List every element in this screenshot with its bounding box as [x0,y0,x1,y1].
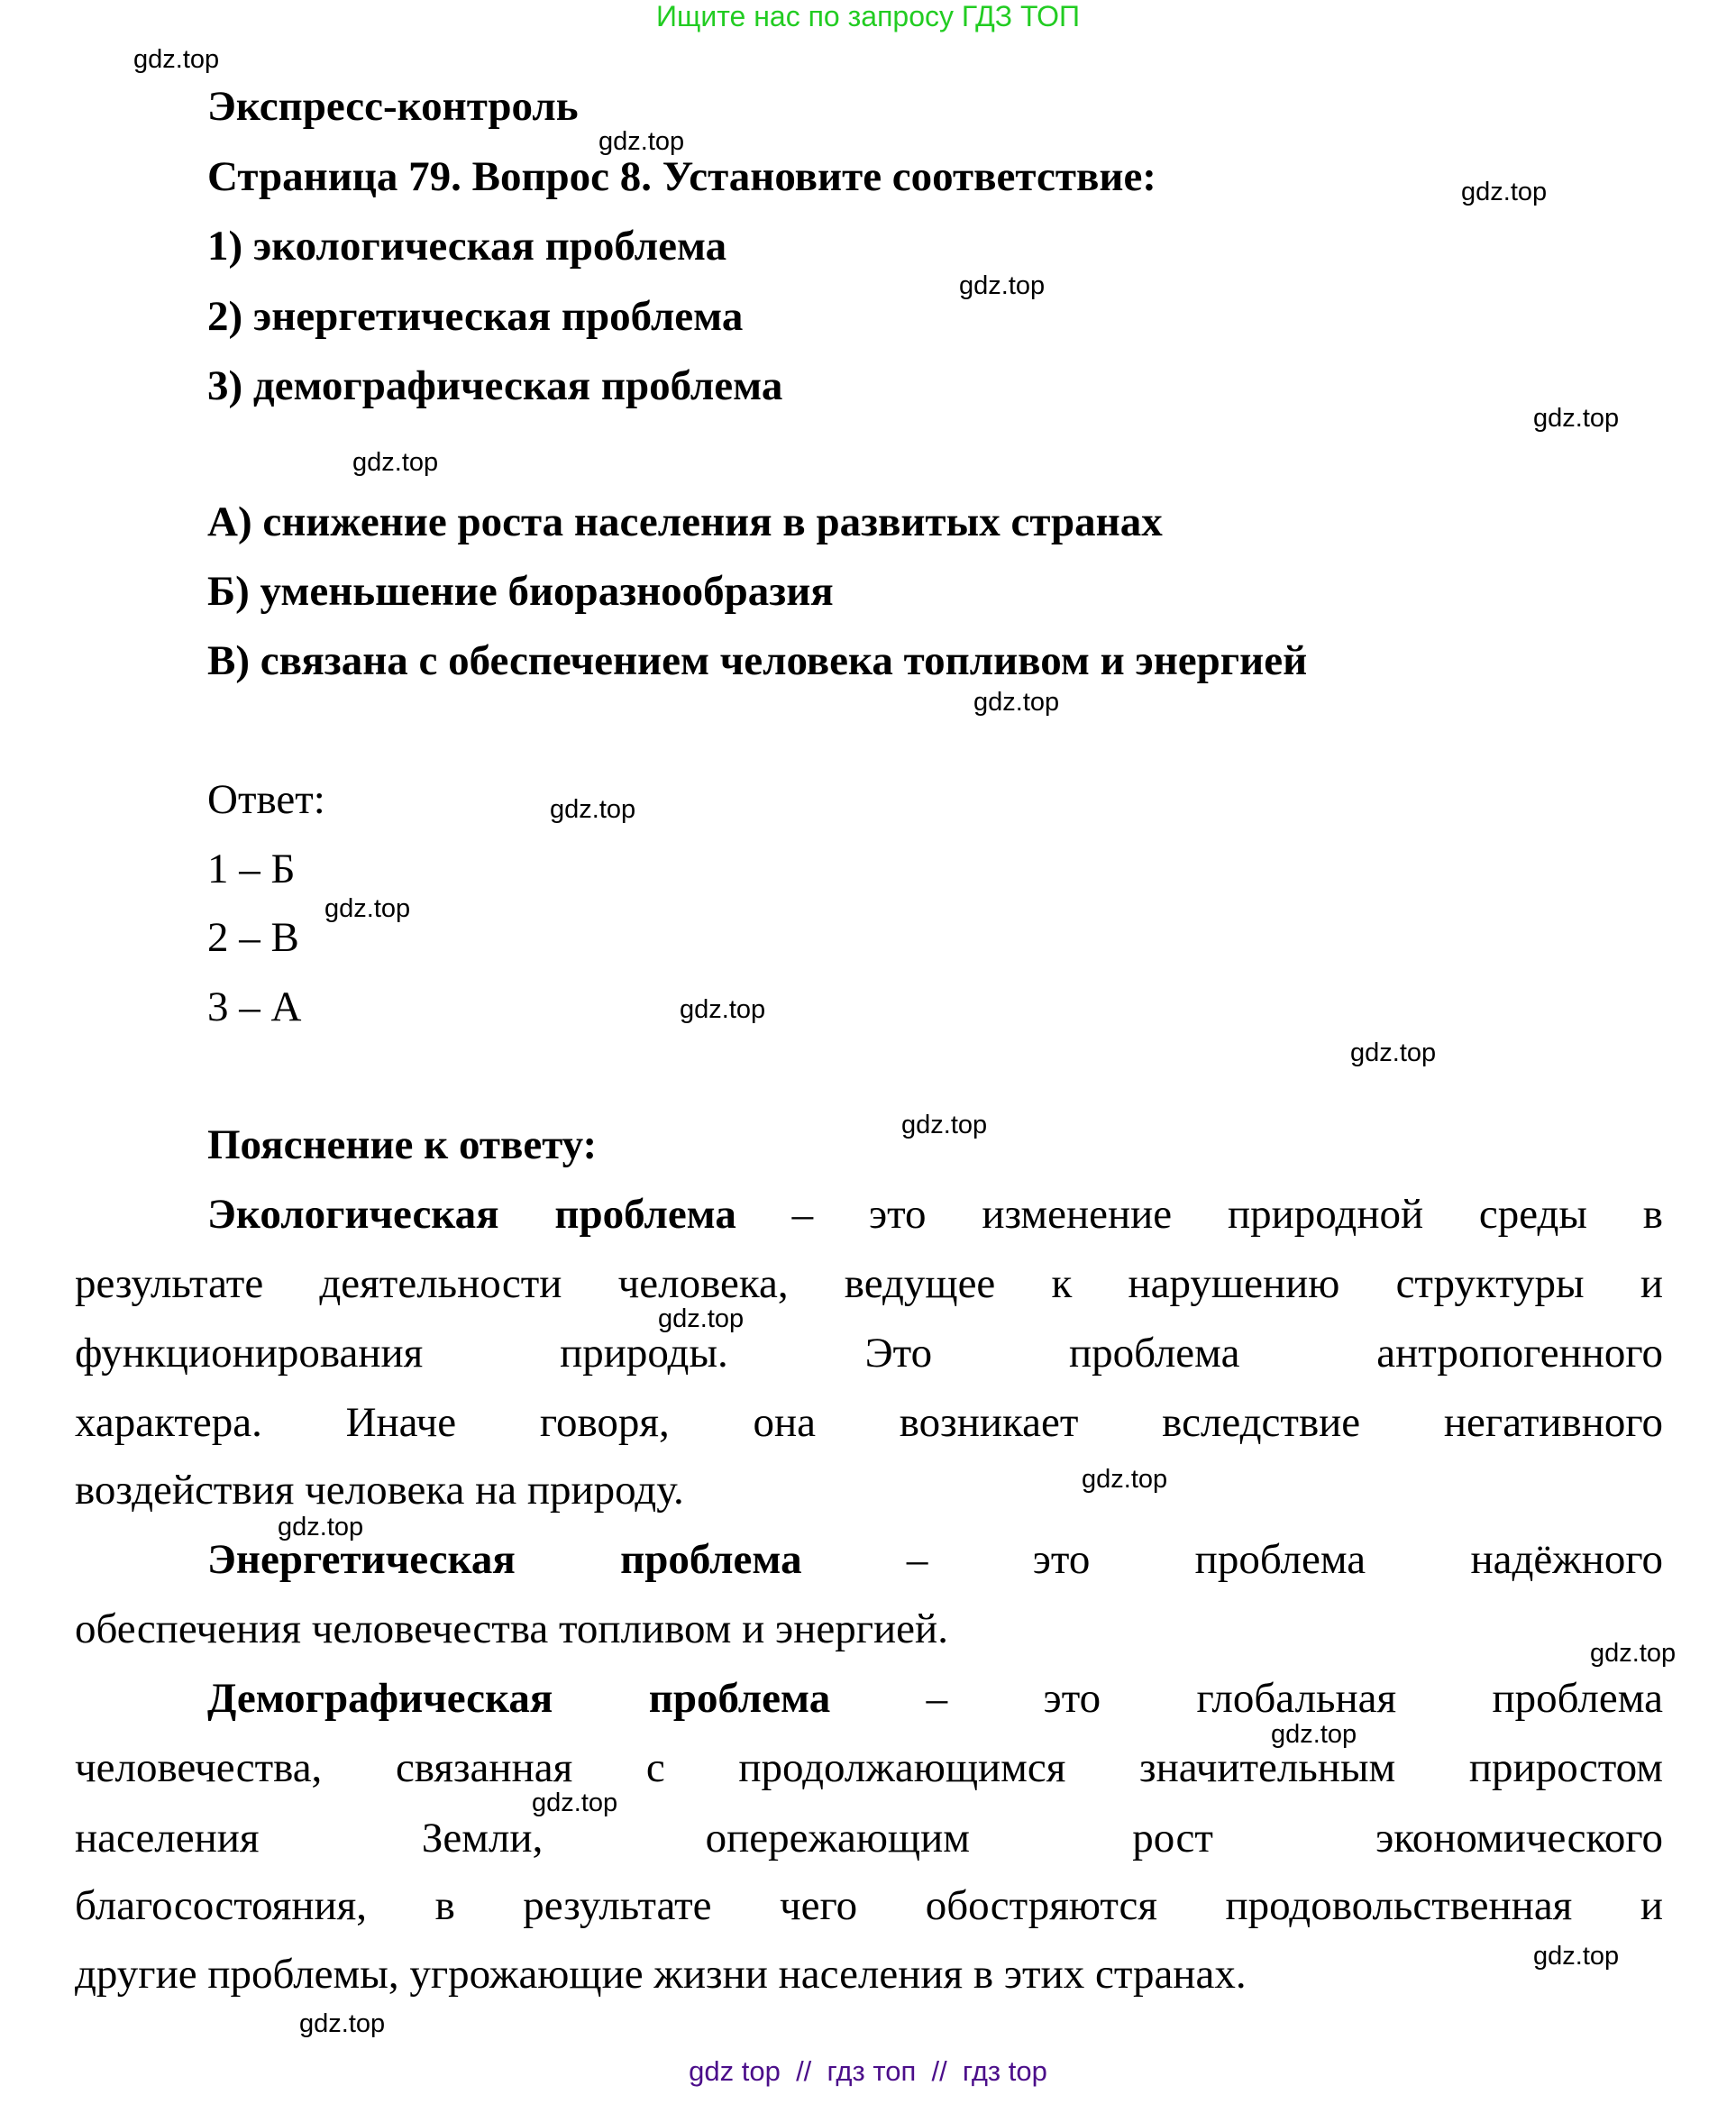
watermark: gdz.top [1533,1942,1620,1971]
paragraph-line: благосостояния, в результате чего обостряются продовольственная и [75,1882,1663,1929]
watermark: gdz.top [973,688,1060,717]
paragraph-text: – это проблема надёжного [801,1536,1664,1583]
paragraph-text: – это изменение природной среды в [736,1191,1663,1238]
paragraph-text: – это глобальная проблема [830,1675,1663,1722]
section-title: Экспресс-контроль [207,83,579,130]
paragraph-line: населения Земли, опережающим рост экономического [75,1815,1663,1862]
search-hint-banner: Ищите нас по запросу ГДЗ ТОП [656,0,1080,32]
paragraph-line: воздействия человека на природу. [75,1467,684,1514]
watermark: gdz.top [658,1304,745,1333]
watermark: gdz.top [532,1788,618,1817]
problem-item: 3) демографическая проблема [207,362,783,409]
option-item: В) связана с обеспечением человека топливом и энергией [207,637,1308,684]
explanation-heading: Пояснение к ответу: [207,1121,598,1168]
question-heading: Страница 79. Вопрос 8. Установите соответствие: [207,153,1156,200]
watermark: gdz.top [550,795,636,824]
watermark: gdz.top [1590,1639,1677,1668]
option-item: Б) уменьшение биоразнообразия [207,568,834,615]
watermark: gdz.top [680,995,766,1024]
answer-pair: 1 – Б [207,846,296,892]
watermark: gdz.top [1082,1465,1168,1494]
paragraph-line: характера. Иначе говоря, она возникает вследствие негативного [75,1399,1663,1446]
answer-label: Ответ: [207,776,325,823]
watermark: gdz.top [324,894,411,923]
answer-pair: 3 – А [207,983,302,1030]
footer-banner: gdz top // гдз топ // гдз top [689,2055,1047,2087]
term-energy: Энергетическая проблема [207,1536,802,1583]
paragraph-line: другие проблемы, угрожающие жизни населения в этих странах. [75,1951,1247,1998]
paragraph-line: обеспечения человечества топливом и энергией. [75,1605,948,1652]
watermark: gdz.top [1533,404,1620,433]
watermark: gdz.top [1350,1038,1437,1067]
term-ecological: Экологическая проблема [207,1191,736,1238]
answer-pair: 2 – В [207,914,299,961]
problem-item: 1) экологическая проблема [207,223,727,270]
watermark: gdz.top [1271,1720,1357,1749]
watermark: gdz.top [1461,178,1548,206]
paragraph-line: результате деятельности человека, ведущее к нарушению структуры и [75,1260,1663,1307]
paragraph-line [207,1187,1663,1241]
option-item: А) снижение роста населения в развитых странах [207,499,1163,545]
watermark: gdz.top [959,271,1046,300]
paragraph-line [207,1532,1663,1587]
term-demographic: Демографическая проблема [207,1675,831,1722]
watermark: gdz.top [299,2009,386,2038]
paragraph-line [207,1671,1663,1725]
watermark: gdz.top [598,127,685,156]
watermark: gdz.top [278,1513,364,1541]
paragraph-line: человечества, связанная с продолжающимся значительным приростом [75,1744,1663,1791]
watermark: gdz.top [133,45,220,74]
watermark: gdz.top [901,1111,988,1139]
watermark: gdz.top [352,448,439,477]
problem-item: 2) энергетическая проблема [207,293,744,340]
paragraph-line: функционирования природы. Это проблема антропогенного [75,1330,1663,1377]
